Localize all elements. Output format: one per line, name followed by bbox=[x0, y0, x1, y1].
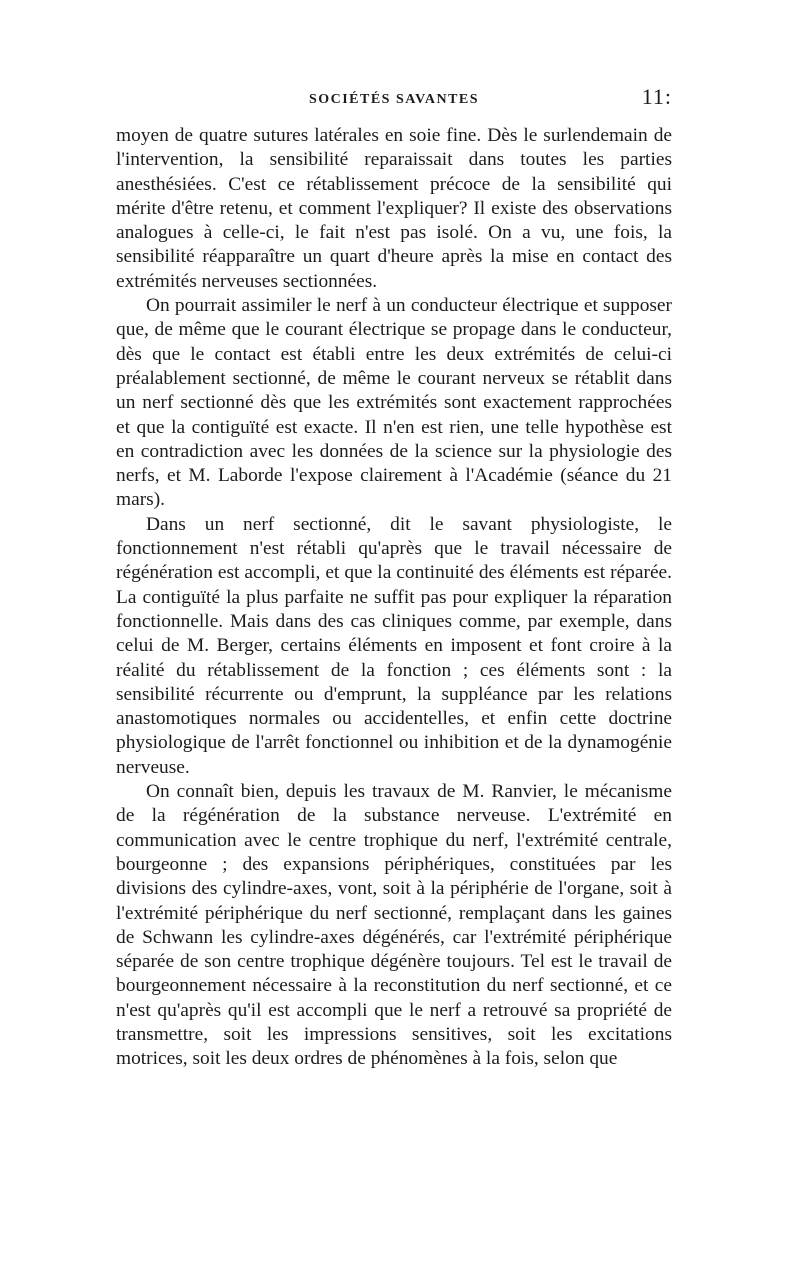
paragraph: On pourrait assimiler le nerf à un conducteur électrique et supposer que, de même que le courant électrique se propage dans le conducteur, dès que le contact est établi entre les deux extrémités de celui-ci préalablement sectionné, de même le courant nerveux se rétablit dans un nerf sectionné dès que les extrémités sont exactement rapprochées et que la contiguïté est exacte. Il n'en est rien, une telle hypothèse est en contradiction avec les données de la science sur la physiologie des nerfs, et M. Laborde l'expose clairement à l'Académie (séance du 21 mars). bbox=[116, 295, 672, 511]
body-text bbox=[116, 124, 672, 1072]
running-head bbox=[116, 84, 672, 114]
paragraph-continued: moyen de quatre sutures latérales en soie fine. Dès le surlendemain de l'intervention, la sensibilité reparaissait dans toutes les parties anesthésiées. C'est ce rétablissement précoce de la sensibilité qui mérite d'être retenu, et comment l'expliquer? Il existe des observations analogues à celle-ci, le fait n'est pas isolé. On a vu, une fois, la sensibilité réapparaître un quart d'heure après la mise en contact des extrémités nerveuses sectionnées. bbox=[116, 125, 672, 292]
page-number: 11: bbox=[641, 84, 672, 109]
running-title: SOCIÉTÉS SAVANTES bbox=[308, 92, 480, 107]
paragraph: On connaît bien, depuis les travaux de M. Ranvier, le mécanisme de la régénération de la substance nerveuse. L'extrémité en communication avec le centre trophique du nerf, l'extrémité centrale, bourgeonne ; des expansions périphériques, constituées par les divisions des cylindre-axes, vont, soit à la périphérie de l'organe, soit à l'extrémité périphérique du nerf sectionné, remplaçant dans les gaines de Schwann les cylindre-axes dégénérés, car l'extrémité périphérique séparée de son centre trophique dégénère toujours. Tel est le travail de bourgeonnement nécessaire à la reconstitution du nerf sectionné, et ce n'est qu'après qu'il est accompli que le nerf a retrouvé sa propriété de transmettre, soit les impressions sensitives, soit les excitations motrices, soit les deux ordres de phénomènes à la fois, selon que bbox=[116, 781, 672, 1070]
paragraph: Dans un nerf sectionné, dit le savant physiologiste, le fonctionnement n'est rétabli qu'après que le travail nécessaire de régénération est accompli, et que la continuité des éléments est réparée. La contiguïté la plus parfaite ne suffit pas pour expliquer la réparation fonctionnelle. Mais dans des cas cliniques comme, par exemple, dans celui de M. Berger, certains éléments en imposent et font croire à la réalité du rétablissement de la fonction ; ces éléments sont : la sensibilité récurrente ou d'emprunt, la suppléance par les relations anastomotiques normales ou accidentelles, et enfin cette doctrine physiologique de l'arrêt fonctionnel ou inhibition et de la dynamogénie nerveuse. bbox=[116, 513, 672, 778]
book-page bbox=[116, 84, 672, 1072]
